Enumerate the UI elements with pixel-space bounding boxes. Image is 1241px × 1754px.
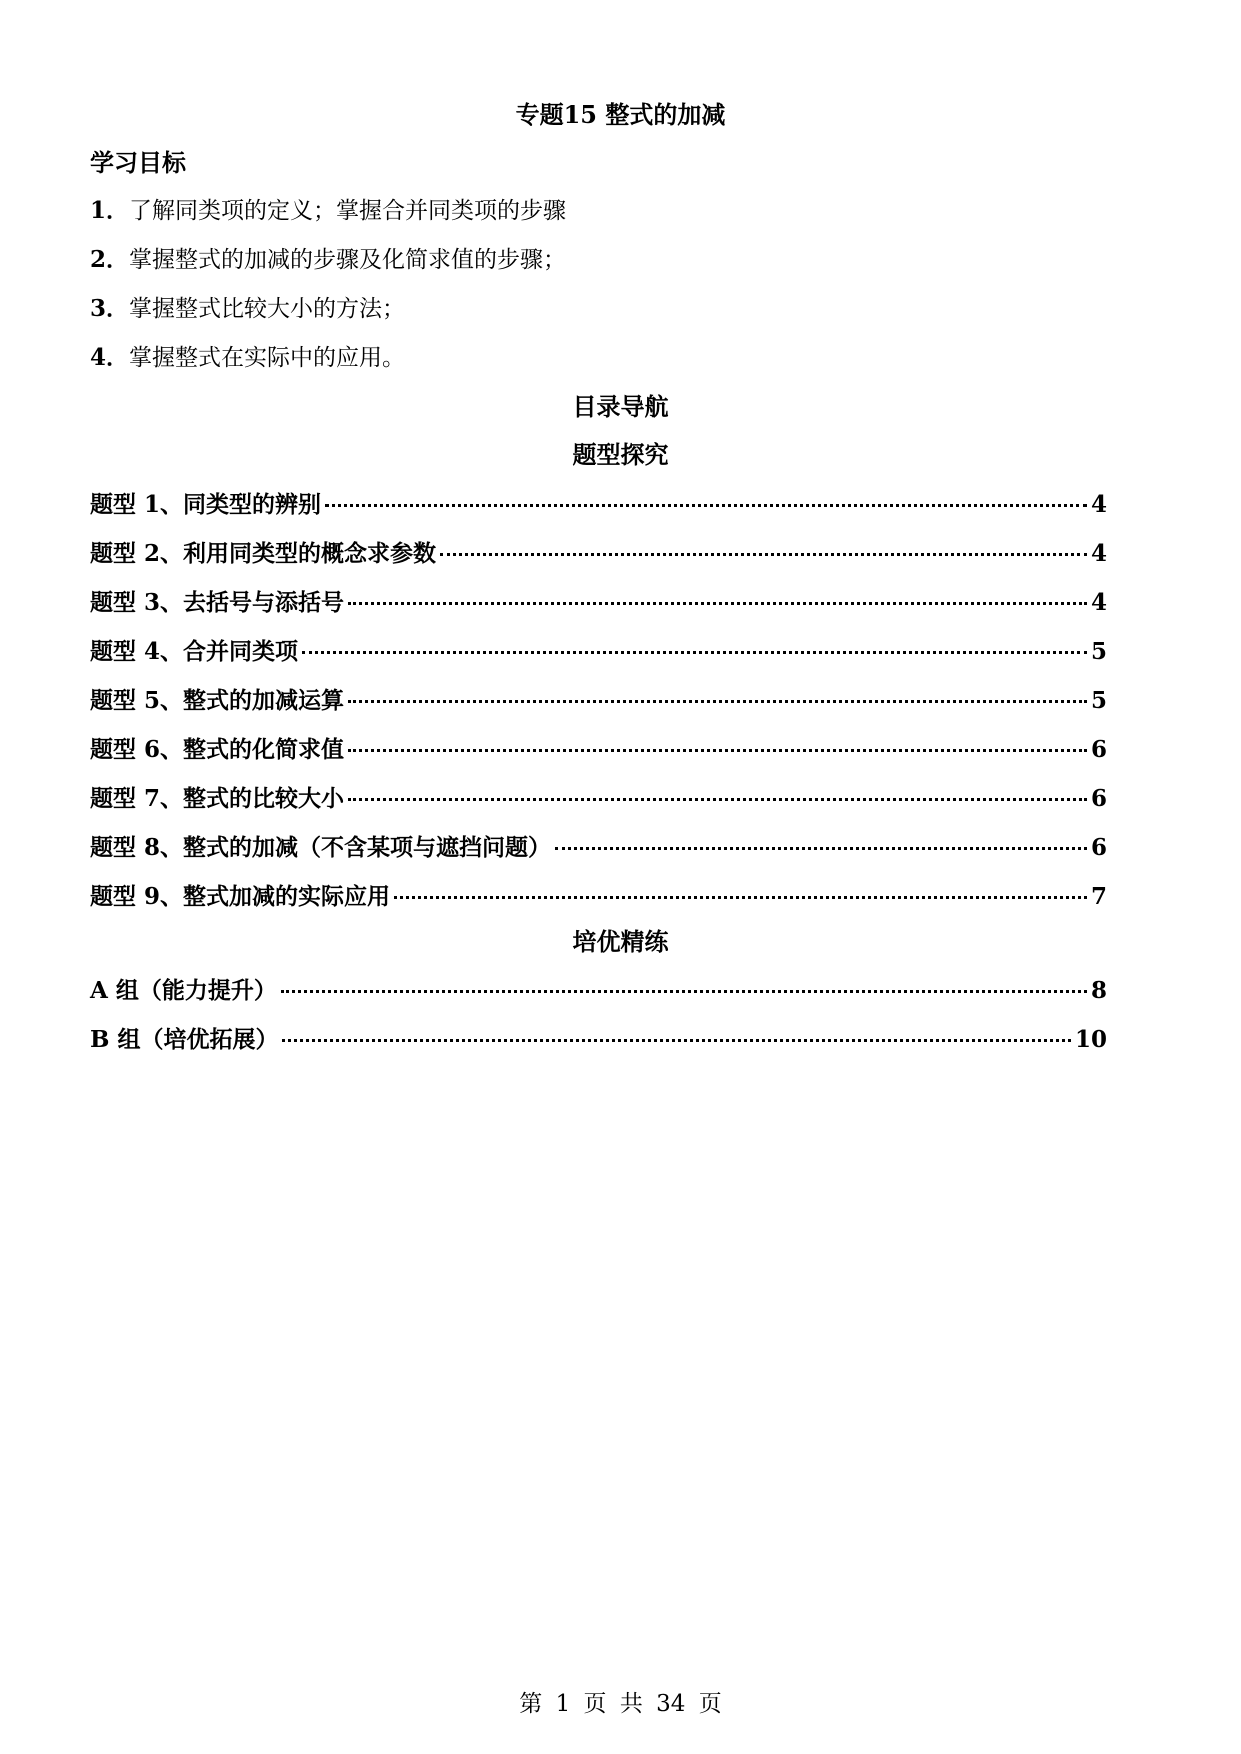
- toc-dot-leader: [348, 700, 1087, 703]
- toc-entry[interactable]: [90, 684, 1107, 733]
- toc-entry-label: 题型 3、去括号与添括号: [90, 589, 345, 616]
- toc-dot-leader: [555, 847, 1087, 850]
- toc-entry[interactable]: [90, 974, 1107, 1023]
- toc-entry-label: 题型 1、同类型的辨别: [90, 491, 322, 518]
- objective-number: 1．: [90, 197, 130, 224]
- objectives-heading: 学习目标: [90, 148, 186, 177]
- toc-entry[interactable]: [90, 782, 1107, 831]
- objective-item: [90, 292, 566, 341]
- toc-entry-label: 题型 6、整式的化简求值: [90, 736, 345, 763]
- objective-number: 3．: [90, 295, 130, 322]
- toc-entry[interactable]: [90, 831, 1107, 880]
- toc-entry-label: 题型 5、整式的加减运算: [90, 687, 345, 714]
- toc-entry-page: 4: [1090, 540, 1107, 567]
- toc-entry-page: 6: [1090, 834, 1107, 861]
- objective-text: 掌握整式比较大小的方法；: [129, 296, 406, 322]
- toc-entry-page: 5: [1090, 687, 1107, 714]
- toc-entry-page: 4: [1090, 589, 1107, 616]
- toc-entry-label: 题型 4、合并同类项: [90, 638, 299, 665]
- objective-text: 了解同类项的定义；掌握合并同类项的步骤: [129, 198, 567, 224]
- objective-number: 4．: [90, 344, 130, 371]
- toc-dot-leader: [302, 651, 1087, 654]
- toc-dot-leader: [281, 990, 1087, 993]
- toc-entry-page: 8: [1090, 977, 1107, 1004]
- toc-entry[interactable]: [90, 586, 1107, 635]
- objective-item: [90, 194, 566, 243]
- toc-entry[interactable]: [90, 1023, 1107, 1072]
- objective-text: 掌握整式的加减的步骤及化简求值的步骤；: [129, 247, 567, 273]
- page-footer: 第 1 页 共 34 页: [519, 1691, 722, 1717]
- practice-heading: 培优精练: [572, 927, 669, 956]
- toc-heading: 目录导航: [572, 392, 669, 421]
- toc-entry[interactable]: [90, 635, 1107, 684]
- toc-dot-leader: [325, 504, 1087, 507]
- toc-entry-label: B 组（培优拓展）: [90, 1026, 279, 1053]
- toc-entry-page: 10: [1074, 1026, 1107, 1053]
- objective-item: [90, 341, 566, 390]
- toc-entry-page: 5: [1090, 638, 1107, 665]
- toc-dot-leader: [348, 798, 1087, 801]
- toc-dot-leader: [440, 553, 1087, 556]
- toc-dot-leader: [282, 1039, 1071, 1042]
- toc-entry-page: 7: [1090, 883, 1107, 910]
- objective-item: [90, 243, 566, 292]
- toc-entry-label: 题型 9、整式加减的实际应用: [90, 883, 391, 910]
- toc-entry[interactable]: [90, 880, 1107, 929]
- toc-dot-leader: [394, 896, 1087, 899]
- toc-entry-label: A 组（能力提升）: [90, 977, 277, 1004]
- toc-entry[interactable]: [90, 537, 1107, 586]
- toc-entry-label: 题型 2、利用同类型的概念求参数: [90, 540, 437, 567]
- practice-toc-list: [90, 974, 1107, 1072]
- toc-dot-leader: [348, 749, 1087, 752]
- explore-heading: 题型探究: [572, 440, 669, 469]
- toc-entry-label: 题型 7、整式的比较大小: [90, 785, 345, 812]
- objective-number: 2．: [90, 246, 130, 273]
- objective-text: 掌握整式在实际中的应用。: [129, 345, 406, 371]
- toc-entry-page: 6: [1090, 736, 1107, 763]
- toc-entry-label: 题型 8、整式的加减（不含某项与遮挡问题）: [90, 834, 552, 861]
- toc-dot-leader: [348, 602, 1087, 605]
- objectives-list: [90, 194, 566, 390]
- toc-entry[interactable]: [90, 488, 1107, 537]
- explore-toc-list: [90, 488, 1107, 929]
- document-title: 专题15 整式的加减: [515, 100, 726, 129]
- toc-entry-page: 4: [1090, 491, 1107, 518]
- toc-entry-page: 6: [1090, 785, 1107, 812]
- toc-entry[interactable]: [90, 733, 1107, 782]
